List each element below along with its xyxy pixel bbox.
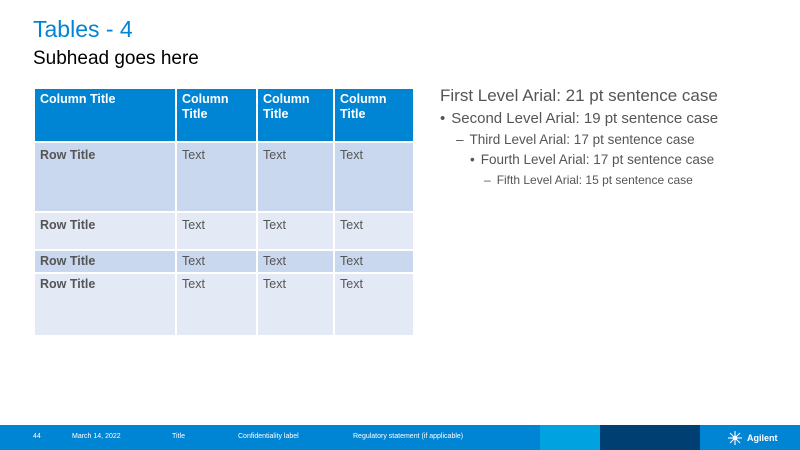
column-header: Column Title [176,88,257,142]
page-number: 44 [33,433,41,440]
spark-logo-icon [727,430,743,446]
footer-title: Title [172,433,185,440]
footer-accent-dark [600,425,700,450]
table-cell: Text [334,212,414,250]
row-title: Row Title [34,273,176,336]
table-cell: Text [257,212,334,250]
bullet-marker: • [470,152,475,167]
table-cell: Text [257,250,334,273]
data-table [33,87,415,337]
second-level-item [440,110,718,127]
column-header: Column Title [334,88,414,142]
table-row [34,142,414,212]
fifth-level-text: Fifth Level Arial: 15 pt sentence case [496,173,693,187]
row-title: Row Title [34,142,176,212]
table-cell: Text [176,273,257,336]
table-cell: Text [334,273,414,336]
table-cell: Text [334,142,414,212]
fourth-level-text: Fourth Level Arial: 17 pt sentence case [480,152,715,167]
footer-accent-light [540,425,600,450]
table-cell: Text [257,273,334,336]
agilent-logo [727,429,778,446]
table-row [34,250,414,273]
logo-text: Agilent [747,432,778,443]
dash-marker: – [484,173,491,187]
table-cell: Text [176,142,257,212]
footer-bar [0,425,800,450]
column-header: Column Title [257,88,334,142]
regulatory-statement: Regulatory statement (if applicable) [353,433,464,440]
second-level-text: Second Level Arial: 19 pt sentence case [451,110,719,127]
table-row [34,212,414,250]
fourth-level-item [470,152,714,167]
table-cell: Text [176,212,257,250]
table-header-row [34,88,414,142]
slide-title: Tables - 4 [33,16,133,42]
confidentiality-label: Confidentiality label [238,433,299,440]
table-cell: Text [334,250,414,273]
table-cell: Text [176,250,257,273]
row-title: Row Title [34,250,176,273]
slide-subhead: Subhead goes here [33,48,199,69]
bullet-marker: • [440,110,446,127]
first-level-text: First Level Arial: 21 pt sentence case [440,86,718,105]
row-title: Row Title [34,212,176,250]
fifth-level-item [484,173,693,187]
footer-date: March 14, 2022 [72,433,121,440]
table-row [34,273,414,336]
column-header: Column Title [34,88,176,142]
third-level-item [456,132,695,147]
dash-marker: – [456,132,464,147]
table-cell: Text [257,142,334,212]
third-level-text: Third Level Arial: 17 pt sentence case [469,132,695,147]
